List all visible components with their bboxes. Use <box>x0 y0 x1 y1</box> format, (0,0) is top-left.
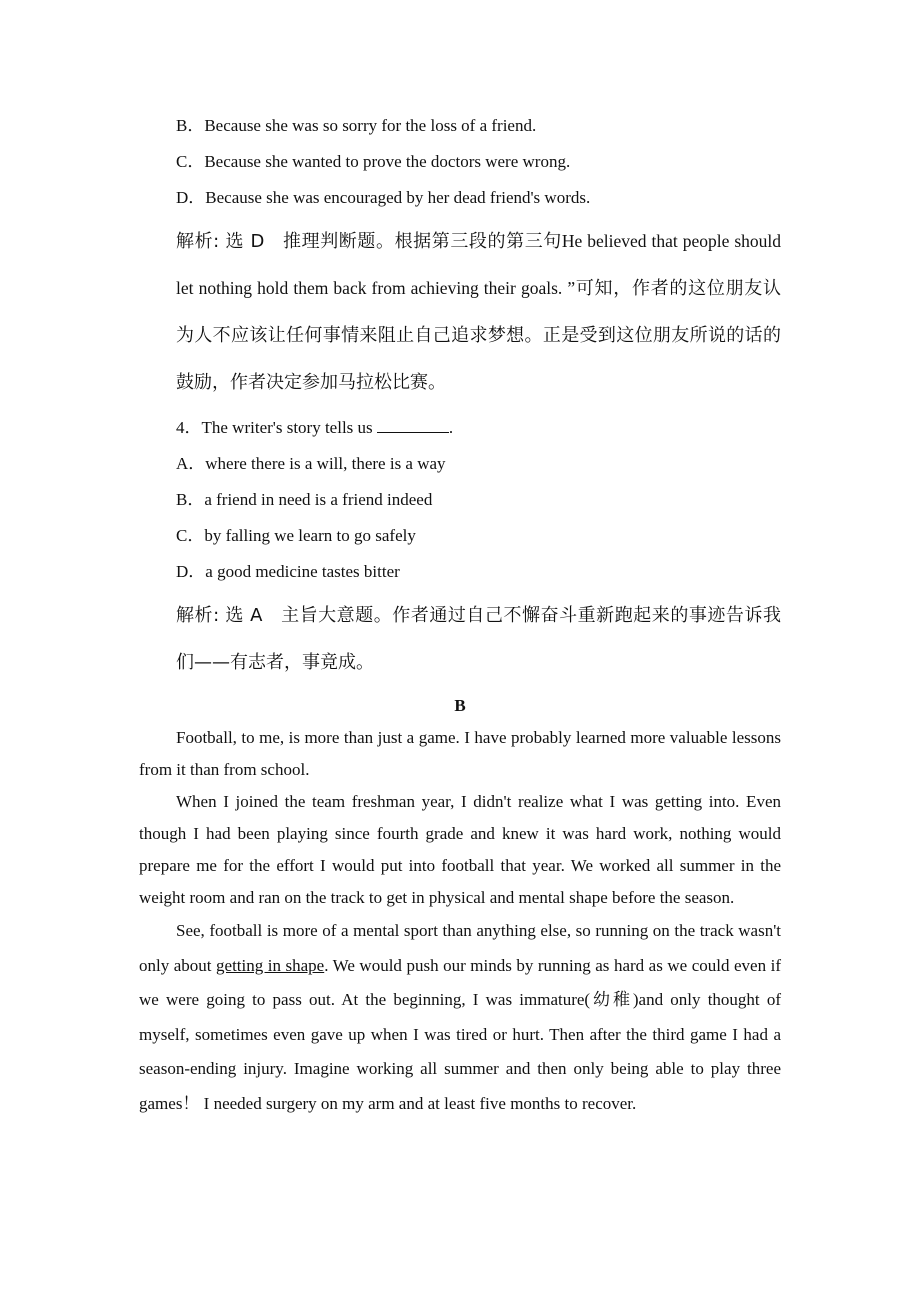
option-text: where there is a will, there is a way <box>205 454 446 473</box>
q3-option-b <box>139 108 781 144</box>
option-letter: C． <box>176 152 205 171</box>
analysis-label: 解析: 选 A <box>176 605 263 626</box>
q4-analysis <box>139 592 781 686</box>
question-number: 4． <box>176 418 202 437</box>
document-page <box>139 108 781 1121</box>
q3-analysis <box>139 218 781 406</box>
option-text: Because she wanted to prove the doctors were wrong. <box>204 152 571 171</box>
analysis-label: 解析: 选 D <box>176 231 265 252</box>
option-letter: A． <box>176 454 206 473</box>
option-letter: B． <box>176 490 205 509</box>
option-text: Because she was encouraged by her dead friend's words. <box>205 188 591 207</box>
q4-option-a <box>139 446 781 482</box>
q3-option-d <box>139 180 781 216</box>
option-text: a friend in need is a friend indeed <box>204 490 433 509</box>
analysis-quote: He believed that people should let nothing hold them back from achieving their goals. ” <box>176 231 781 298</box>
option-text: by falling we learn to go safely <box>204 526 416 545</box>
question-stem: The writer's story tells us <box>201 418 373 437</box>
q4-option-b <box>139 482 781 518</box>
passage-paragraph-2: When I joined the team freshman year, I didn't realize what I was getting into. Even though I had been playing since fourth grade and knew it was hard work, nothing would prepare me for the effort I would put into football that year. We worked all summer in the weight room and ran on the track to get in physical and mental shape before the season. <box>139 792 781 907</box>
analysis-text: 可知，作者的这位朋友认为人不应该让任何事情来阻止自己追求梦想。正是受到这位朋友所说的话的鼓励，作者决定参加马拉松比赛。 <box>176 278 781 393</box>
q3-option-c <box>139 144 781 180</box>
answer-blank <box>377 418 449 433</box>
paragraph-text: See, football is more of a mental sport than anything else, so running on the track wasn't only about <box>139 921 781 975</box>
q4-option-c <box>139 518 781 554</box>
option-letter: B． <box>176 116 205 135</box>
paragraph-text: . We would push our minds by running as hard as we could even if we were going to pass out. At the beginning, I was immature(幼稚)and only thought of myself, sometimes even gave up when I was tired or hurt. Then after the third game I had a season-ending injury. Imagine working all summer and then only being able to play three games！ I needed surgery on my arm and at least five months to recover. <box>139 955 781 1113</box>
option-letter: C． <box>176 526 205 545</box>
section-title: B <box>454 696 466 715</box>
option-letter: D． <box>176 188 206 207</box>
q4-stem <box>139 410 781 446</box>
option-text: a good medicine tastes bitter <box>205 562 400 581</box>
option-text: Because she was so sorry for the loss of a friend. <box>204 116 537 135</box>
option-letter: D． <box>176 562 206 581</box>
passage-paragraph-3 <box>139 914 781 1121</box>
passage-paragraph-1: Football, to me, is more than just a game. I have probably learned more valuable lessons from it than from school. <box>139 728 781 779</box>
underlined-phrase: getting in shape <box>216 955 325 975</box>
analysis-type: 推理判断题。根据第三段的第三句 <box>283 231 562 252</box>
analysis-text: 主旨大意题。作者通过自己不懈奋斗重新跑起来的事迹告诉我们——有志者，事竟成。 <box>176 605 781 673</box>
q4-option-d <box>139 554 781 590</box>
question-end: . <box>448 418 454 437</box>
